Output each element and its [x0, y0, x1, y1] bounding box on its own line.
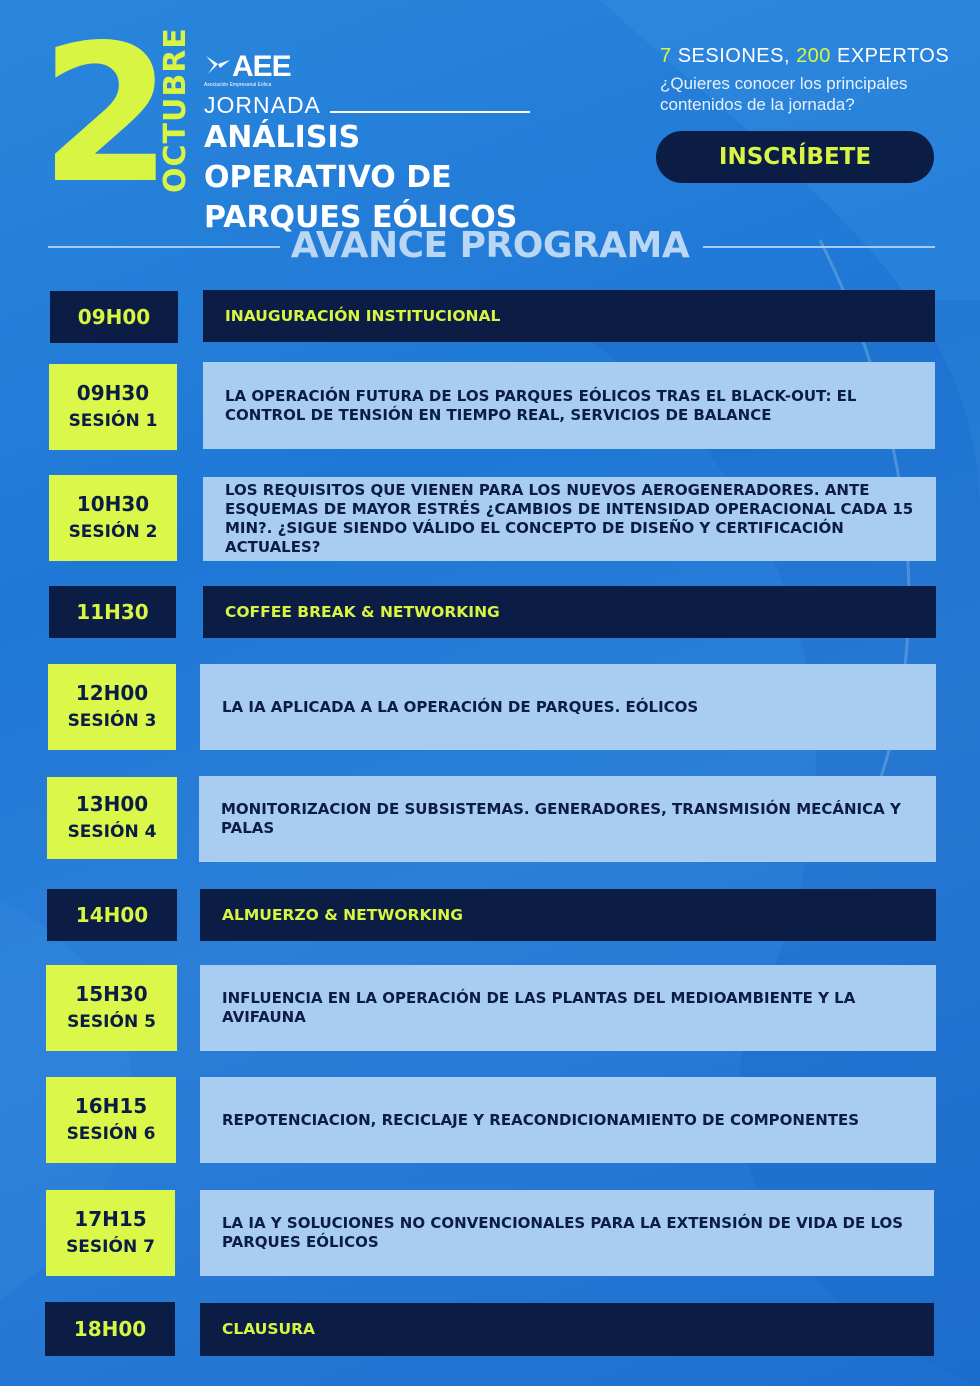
jornada-underline [330, 111, 530, 113]
schedule-time-block [45, 1302, 175, 1356]
schedule-time-block [49, 586, 176, 638]
logo-name: AEE [232, 50, 291, 83]
schedule-time-block [48, 664, 176, 750]
experts-label: EXPERTOS [837, 45, 950, 67]
schedule-description: INAUGURACIÓN INSTITUCIONAL [203, 290, 935, 342]
schedule-description: ALMUERZO & NETWORKING [200, 889, 936, 941]
event-title: ANÁLISIS OPERATIVO DE PARQUES EÓLICOS [204, 120, 518, 235]
schedule-time-block [47, 889, 177, 941]
schedule-session-label: SESIÓN 5 [67, 1012, 156, 1032]
schedule-time: 14H00 [75, 903, 149, 927]
schedule-description: LA OPERACIÓN FUTURA DE LOS PARQUES EÓLICOS TRAS EL BLACK-OUT: EL CONTROL DE TENSIÓN EN TIEMPO REAL, SERVICIOS DE BALANCE [203, 362, 935, 449]
experts-count: 200 [796, 45, 831, 67]
event-month: OCTUBRE [158, 27, 193, 193]
schedule-description: REPOTENCIACION, RECICLAJE Y REACONDICIONAMIENTO DE COMPONENTES [200, 1077, 936, 1163]
schedule-time-block [46, 1077, 176, 1163]
schedule-description: LOS REQUISITOS QUE VIENEN PARA LOS NUEVOS AEROGENERADORES. ANTE ESQUEMAS DE MAYOR ESTRÉS ¿CAMBIOS DE INTENSIDAD OPERACIONAL CADA 15 MIN?. ¿SIGUE SIENDO VÁLIDO EL CONCEPTO DE DISEÑO Y CERTIFICACIÓN ACTUALES? [203, 477, 936, 561]
schedule-description: COFFEE BREAK & NETWORKING [203, 586, 936, 638]
schedule-time: 11H30 [76, 600, 149, 624]
title-rule-right [703, 246, 935, 248]
schedule-session-label: SESIÓN 4 [67, 822, 157, 842]
register-button[interactable]: INSCRÍBETE [656, 131, 934, 183]
schedule-time: 16H15 [74, 1094, 148, 1118]
event-day: 2 [40, 4, 167, 225]
schedule-session-label: SESIÓN 7 [66, 1237, 155, 1257]
aee-logo [204, 50, 304, 90]
program-title: AVANCE PROGRAMA [290, 225, 690, 266]
schedule-time: 12H00 [75, 681, 149, 705]
schedule-time: 18H00 [73, 1317, 147, 1341]
schedule-description: LA IA Y SOLUCIONES NO CONVENCIONALES PARA LA EXTENSIÓN DE VIDA DE LOS PARQUES EÓLICOS [200, 1190, 934, 1276]
schedule-session-label: SESIÓN 1 [68, 411, 158, 431]
sessions-label: SESIONES, [677, 45, 790, 67]
schedule-description: MONITORIZACION DE SUBSISTEMAS. GENERADORES, TRANSMISIÓN MECÁNICA Y PALAS [199, 776, 936, 862]
schedule-time-block [46, 965, 177, 1051]
schedule-time: 17H15 [74, 1207, 147, 1231]
schedule-time-block [50, 291, 178, 343]
schedule-time-block [49, 475, 177, 561]
schedule-time: 10H30 [76, 492, 150, 516]
wind-turbine-logo-icon [204, 52, 232, 80]
schedule-time-block [47, 777, 177, 859]
schedule-description: LA IA APLICADA A LA OPERACIÓN DE PARQUES. EÓLICOS [200, 664, 936, 750]
promo-question: ¿Quieres conocer los principales contenidos de la jornada? [660, 74, 908, 114]
schedule-session-label: SESIÓN 6 [66, 1124, 156, 1144]
schedule-time-block [49, 364, 177, 450]
schedule-time: 09H00 [77, 305, 151, 329]
jornada-label: JORNADA [204, 92, 321, 118]
schedule-time: 15H30 [75, 982, 148, 1006]
schedule-description: INFLUENCIA EN LA OPERACIÓN DE LAS PLANTAS DEL MEDIOAMBIENTE Y LA AVIFAUNA [200, 965, 936, 1051]
schedule-time: 13H00 [75, 792, 149, 816]
schedule-time: 09H30 [76, 381, 150, 405]
schedule-session-label: SESIÓN 2 [68, 522, 158, 542]
sessions-count: 7 [660, 45, 672, 67]
schedule-time-block [46, 1190, 175, 1276]
event-stats [660, 45, 949, 68]
schedule-session-label: SESIÓN 3 [67, 711, 157, 731]
logo-tagline: Asociación Empresarial Eólica [204, 82, 272, 88]
schedule-description: CLAUSURA [200, 1303, 934, 1356]
